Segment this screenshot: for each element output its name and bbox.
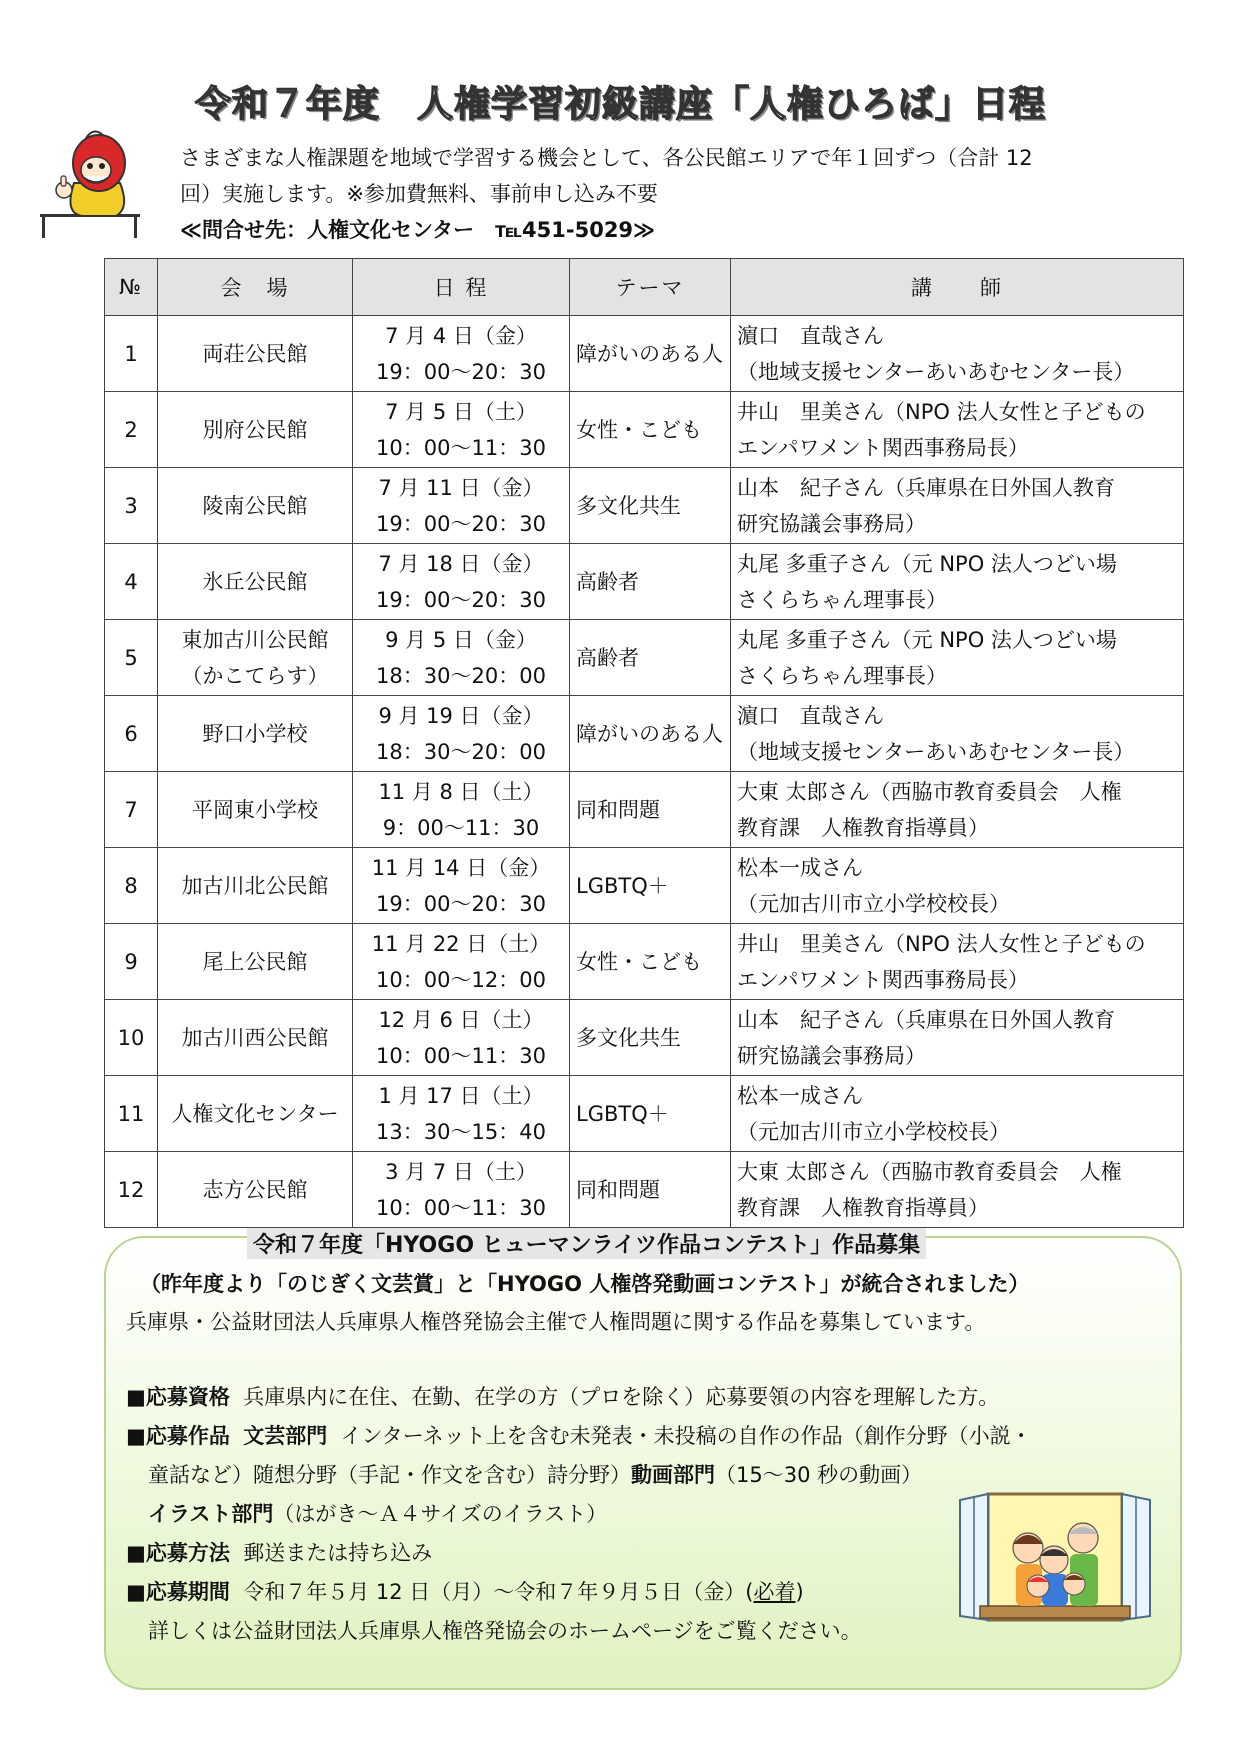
cell-theme: 高齢者 xyxy=(570,620,731,696)
video-text: （15～30 秒の動画） xyxy=(715,1463,923,1487)
date-text: 7 月 18 日（金） xyxy=(378,551,544,576)
header-lecturer: 講 師 xyxy=(731,259,1184,316)
contest-description: 兵庫県・公益財団法人兵庫県人権啓発協会主催で人権問題に関する作品を募集しています。 xyxy=(126,1310,986,1334)
table-row xyxy=(105,848,1184,924)
lecturer-line-1: 大東 太郎さん（西脇市教育委員会 人権 xyxy=(737,779,1122,804)
cell-venue: 別府公民館 xyxy=(158,392,353,468)
time-text: 9：00～11：30 xyxy=(382,815,540,840)
cell-no: 9 xyxy=(105,924,158,1000)
header-theme: テーマ xyxy=(570,259,731,316)
table-row xyxy=(105,1000,1184,1076)
family-window-illustration xyxy=(958,1486,1152,1626)
header-no: № xyxy=(105,259,158,316)
contact-info: ≪問合せ先：人権文化センター ℡451-5029≫ xyxy=(180,218,656,242)
eligibility-label: ■応募資格 xyxy=(126,1385,230,1409)
cell-no: 1 xyxy=(105,316,158,392)
cell-no: 7 xyxy=(105,772,158,848)
cell-lecturer xyxy=(731,696,1184,772)
cell-date xyxy=(353,1152,570,1228)
date-text: 11 月 22 日（土） xyxy=(371,931,551,956)
period-text: 令和７年５月 12 日（月）～令和７年９月５日（金）( xyxy=(243,1580,754,1604)
lecturer-line-1: 大東 太郎さん（西脇市教育委員会 人権 xyxy=(737,1159,1122,1184)
method-label: ■応募方法 xyxy=(126,1541,230,1565)
cell-lecturer xyxy=(731,1076,1184,1152)
cell-venue: 陵南公民館 xyxy=(158,468,353,544)
lecturer-line-1: 松本一成さん xyxy=(737,1083,863,1108)
cell-date xyxy=(353,392,570,468)
venue-line-1: 東加古川公民館 xyxy=(181,627,329,652)
table-row xyxy=(105,392,1184,468)
lecturer-line-1: 井山 里美さん（NPO 法人女性と子どもの xyxy=(737,399,1146,424)
cell-lecturer xyxy=(731,316,1184,392)
lecturer-line-2: （地域支援センターあいあむセンター長） xyxy=(737,739,1135,764)
literature-label: 文芸部門 xyxy=(243,1424,328,1448)
cell-lecturer xyxy=(731,924,1184,1000)
lecturer-line-2: （元加古川市立小学校校長） xyxy=(737,1119,1010,1144)
contest-title: 令和７年度「HYOGO ヒューマンライツ作品コンテスト」作品募集 xyxy=(247,1228,926,1259)
cell-no: 3 xyxy=(105,468,158,544)
lecturer-line-1: 濵口 直哉さん xyxy=(737,323,884,348)
time-text: 19：00～20：30 xyxy=(376,891,546,916)
date-text: 11 月 8 日（土） xyxy=(378,779,544,804)
cell-no: 4 xyxy=(105,544,158,620)
eligibility-text: 兵庫県内に在住、在勤、在学の方（プロを除く）応募要領の内容を理解した方。 xyxy=(243,1385,1000,1409)
time-text: 10：00～11：30 xyxy=(376,1043,546,1068)
table-row xyxy=(105,544,1184,620)
cell-venue: 人権文化センター xyxy=(158,1076,353,1152)
table-row xyxy=(105,620,1184,696)
cell-no: 6 xyxy=(105,696,158,772)
cell-lecturer xyxy=(731,1152,1184,1228)
mascot-illustration xyxy=(34,128,144,238)
time-text: 19：00～20：30 xyxy=(376,359,546,384)
illust-text: （はがき～Ａ４サイズのイラスト） xyxy=(273,1502,608,1526)
period-end: ) xyxy=(795,1580,804,1604)
cell-date xyxy=(353,848,570,924)
table-row xyxy=(105,316,1184,392)
cell-theme: 高齢者 xyxy=(570,544,731,620)
cell-theme: LGBTQ＋ xyxy=(570,1076,731,1152)
intro-text xyxy=(180,140,1140,248)
lecturer-line-1: 井山 里美さん（NPO 法人女性と子どもの xyxy=(737,931,1146,956)
cell-venue: 平岡東小学校 xyxy=(158,772,353,848)
lecturer-line-2: 研究協議会事務局） xyxy=(737,1043,926,1068)
lecturer-line-1: 濵口 直哉さん xyxy=(737,703,884,728)
lecturer-line-1: 丸尾 多重子さん（元 NPO 法人つどい場 xyxy=(737,551,1117,576)
page-title: 令和７年度 人権学習初級講座「人権ひろば」日程 xyxy=(194,84,1046,125)
lecturer-line-2: （元加古川市立小学校校長） xyxy=(737,891,1010,916)
eligibility-line xyxy=(126,1378,1126,1417)
time-text: 18：30～20：00 xyxy=(376,739,546,764)
lecturer-line-2: エンパワメント関西事務局長） xyxy=(737,435,1029,460)
period-note: 必着 xyxy=(753,1580,796,1604)
lecturer-line-2: さくらちゃん理事長） xyxy=(737,587,947,612)
cell-date xyxy=(353,316,570,392)
works-label: ■応募作品 xyxy=(126,1424,230,1448)
cell-theme: 障がいのある人 xyxy=(570,696,731,772)
date-text: 3 月 7 日（土） xyxy=(385,1159,537,1184)
cell-theme: 多文化共生 xyxy=(570,468,731,544)
cell-theme: LGBTQ＋ xyxy=(570,848,731,924)
date-text: 12 月 6 日（土） xyxy=(378,1007,544,1032)
cell-venue: 氷丘公民館 xyxy=(158,544,353,620)
cell-venue: 尾上公民館 xyxy=(158,924,353,1000)
lecturer-line-2: 教育課 人権教育指導員） xyxy=(737,815,989,840)
lecturer-line-2: エンパワメント関西事務局長） xyxy=(737,967,1029,992)
header-venue: 会 場 xyxy=(158,259,353,316)
table-row xyxy=(105,468,1184,544)
cell-theme: 多文化共生 xyxy=(570,1000,731,1076)
cell-lecturer xyxy=(731,392,1184,468)
cell-lecturer xyxy=(731,544,1184,620)
literature-text: インターネット上を含む未発表・未投稿の自作の作品（創作分野（小説・ xyxy=(340,1424,1032,1448)
literature-text-2: 童話など）随想分野（手記・作文を含む）詩分野） xyxy=(148,1463,631,1487)
intro-line-1: さまざまな人権課題を地域で学習する機会として、各公民館エリアで年１回ずつ（合計 12 xyxy=(180,146,1033,170)
time-text: 13：30～15：40 xyxy=(376,1119,546,1144)
cell-theme: 女性・こども xyxy=(570,392,731,468)
lecturer-line-2: （地域支援センターあいあむセンター長） xyxy=(737,359,1135,384)
cell-venue: 志方公民館 xyxy=(158,1152,353,1228)
lecturer-line-1: 山本 紀子さん（兵庫県在日外国人教育 xyxy=(737,1007,1115,1032)
time-text: 10：00～11：30 xyxy=(376,435,546,460)
cell-no: 11 xyxy=(105,1076,158,1152)
table-row xyxy=(105,924,1184,1000)
lecturer-line-1: 松本一成さん xyxy=(737,855,863,880)
venue-line-2: （かこてらす） xyxy=(181,663,329,688)
date-text: 7 月 11 日（金） xyxy=(378,475,544,500)
cell-lecturer xyxy=(731,772,1184,848)
cell-no: 12 xyxy=(105,1152,158,1228)
time-text: 19：00～20：30 xyxy=(376,511,546,536)
contest-subtitle: （昨年度より「のじぎく文芸賞」と「HYOGO 人権啓発動画コンテスト」が統合されました） xyxy=(140,1272,1030,1296)
cell-venue: 野口小学校 xyxy=(158,696,353,772)
cell-date xyxy=(353,544,570,620)
table-row xyxy=(105,772,1184,848)
time-text: 18：30～20：00 xyxy=(376,663,546,688)
cell-date xyxy=(353,1000,570,1076)
method-text: 郵送または持ち込み xyxy=(243,1541,433,1565)
details-line: 詳しくは公益財団法人兵庫県人権啓発協会のホームページをご覧ください。 xyxy=(148,1619,862,1643)
header-date: 日 程 xyxy=(353,259,570,316)
schedule-table xyxy=(104,258,1184,1228)
lecturer-line-1: 丸尾 多重子さん（元 NPO 法人つどい場 xyxy=(737,627,1117,652)
date-text: 7 月 5 日（土） xyxy=(385,399,537,424)
lecturer-line-2: 研究協議会事務局） xyxy=(737,511,926,536)
intro-line-2: 回）実施します。※参加費無料、事前申し込み不要 xyxy=(180,182,658,206)
table-row xyxy=(105,696,1184,772)
period-label: ■応募期間 xyxy=(126,1580,230,1604)
cell-theme: 同和問題 xyxy=(570,1152,731,1228)
time-text: 10：00～12：00 xyxy=(376,967,546,992)
cell-no: 2 xyxy=(105,392,158,468)
cell-date xyxy=(353,924,570,1000)
cell-lecturer xyxy=(731,1000,1184,1076)
cell-date xyxy=(353,696,570,772)
date-text: 9 月 5 日（金） xyxy=(385,627,537,652)
cell-lecturer xyxy=(731,848,1184,924)
time-text: 19：00～20：30 xyxy=(376,587,546,612)
cell-theme: 障がいのある人 xyxy=(570,316,731,392)
cell-venue xyxy=(158,620,353,696)
works-line xyxy=(126,1417,1126,1456)
table-row xyxy=(105,1152,1184,1228)
lecturer-line-1: 山本 紀子さん（兵庫県在日外国人教育 xyxy=(737,475,1115,500)
cell-date xyxy=(353,468,570,544)
time-text: 10：00～11：30 xyxy=(376,1195,546,1220)
lecturer-line-2: 教育課 人権教育指導員） xyxy=(737,1195,989,1220)
cell-no: 8 xyxy=(105,848,158,924)
cell-venue: 加古川北公民館 xyxy=(158,848,353,924)
cell-no: 5 xyxy=(105,620,158,696)
cell-no: 10 xyxy=(105,1000,158,1076)
date-text: 11 月 14 日（金） xyxy=(371,855,551,880)
illust-label: イラスト部門 xyxy=(148,1502,274,1526)
cell-venue: 両荘公民館 xyxy=(158,316,353,392)
lecturer-line-2: さくらちゃん理事長） xyxy=(737,663,947,688)
date-text: 7 月 4 日（金） xyxy=(385,323,537,348)
cell-theme: 女性・こども xyxy=(570,924,731,1000)
cell-lecturer xyxy=(731,468,1184,544)
date-text: 1 月 17 日（土） xyxy=(378,1083,544,1108)
cell-date xyxy=(353,620,570,696)
cell-theme: 同和問題 xyxy=(570,772,731,848)
date-text: 9 月 19 日（金） xyxy=(378,703,544,728)
cell-venue: 加古川西公民館 xyxy=(158,1000,353,1076)
cell-date xyxy=(353,772,570,848)
cell-lecturer xyxy=(731,620,1184,696)
video-label: 動画部門 xyxy=(631,1463,715,1487)
table-header-row xyxy=(105,259,1184,316)
table-row xyxy=(105,1076,1184,1152)
cell-date xyxy=(353,1076,570,1152)
